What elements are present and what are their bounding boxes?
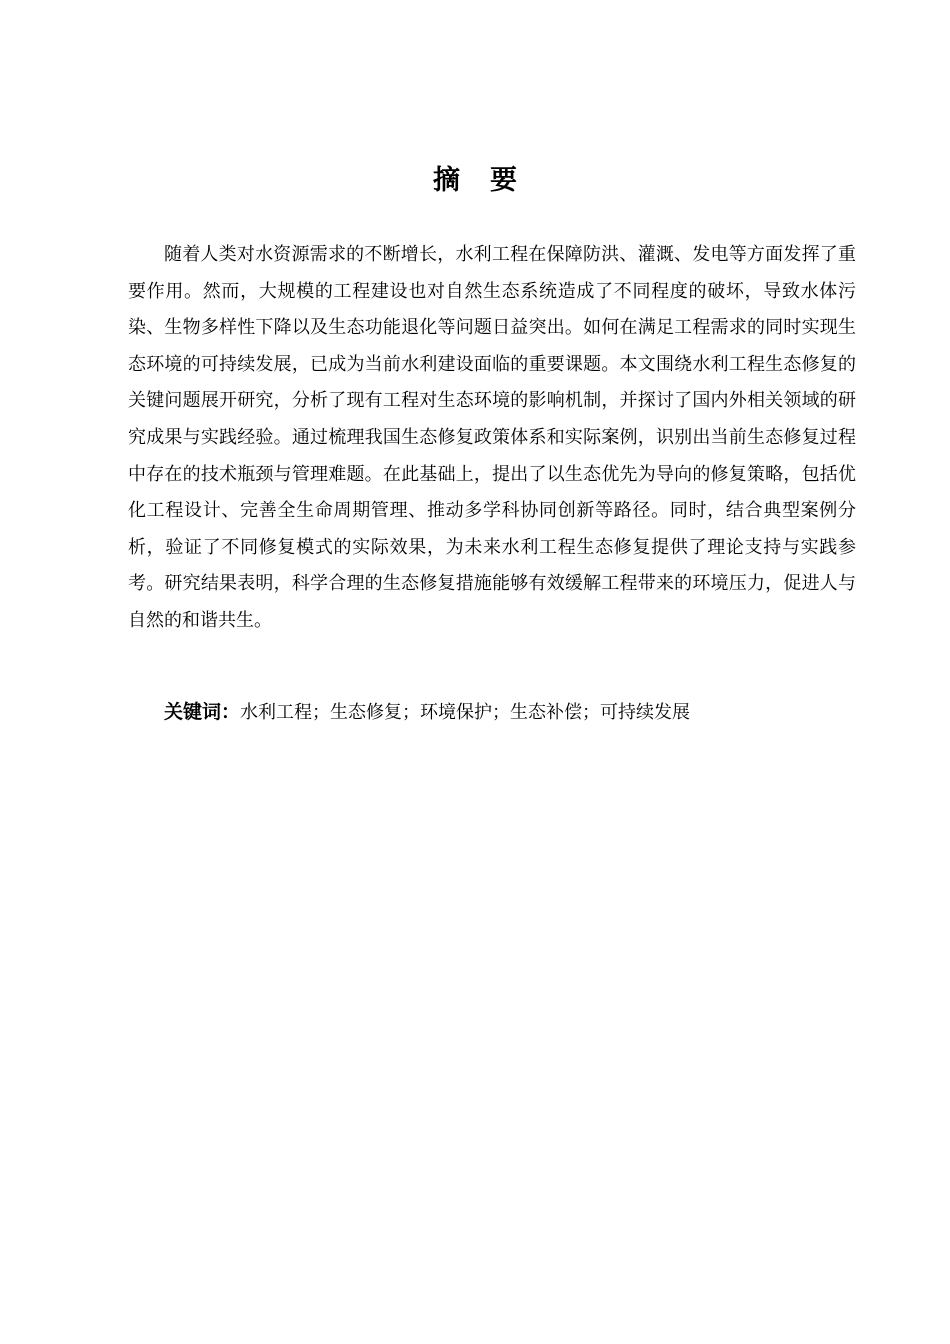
keywords-value: 水利工程；生态修复；环境保护；生态补偿；可持续发展 <box>240 702 691 723</box>
keywords-line <box>164 694 856 731</box>
keywords-label: 关键词： <box>164 701 241 723</box>
abstract-body: 随着人类对水资源需求的不断增长，水利工程在保障防洪、灌溉、发电等方面发挥了重要作用。然而，大规模的工程建设也对自然生态系统造成了不同程度的破坏，导致水体污染、生物多样性下降以及生态功能退化等问题日益突出。如何在满足工程需求的同时实现生态环境的可持续发展，已成为当前水利建设面临的重要课题。本文围绕水利工程生态修复的关键问题展开研究，分析了现有工程对生态环境的影响机制，并探讨了国内外相关领域的研究成果与实践经验。通过梳理我国生态修复政策体系和实际案例，识别出当前生态修复过程中存在的技术瓶颈与管理难题。在此基础上，提出了以生态优先为导向的修复策略，包括优化工程设计、完善全生命周期管理、推动多学科协同创新等路径。同时，结合典型案例分析，验证了不同修复模式的实际效果，为未来水利工程生态修复提供了理论支持与实践参考。研究结果表明，科学合理的生态修复措施能够有效缓解工程带来的环境压力，促进人与自然的和谐共生。 <box>128 244 856 631</box>
heading-char-2: 要 <box>490 165 517 196</box>
abstract-heading <box>0 158 950 197</box>
heading-char-1: 摘 <box>433 165 460 196</box>
